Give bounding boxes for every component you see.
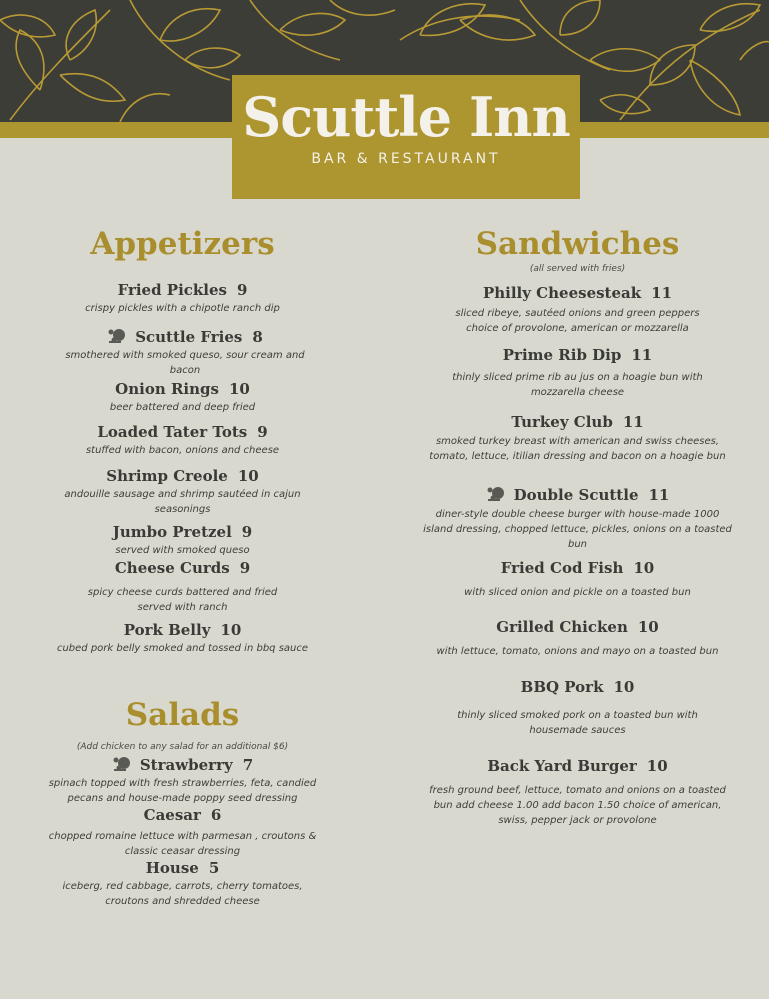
item-name: Fried Cod Fish bbox=[500, 559, 624, 577]
menu-item bbox=[450, 678, 705, 738]
sandwiches-note: (all served with fries) bbox=[529, 264, 626, 274]
menu-item bbox=[425, 413, 730, 464]
item-name: Onion Rings bbox=[115, 380, 219, 398]
item-description: with sliced onion and pickle on a toasted bun bbox=[464, 587, 691, 598]
item-description: chopped romaine lettuce with parmesan , croutons & classic ceasar dressing bbox=[48, 831, 317, 857]
menu-item bbox=[55, 327, 315, 378]
menu-item bbox=[40, 423, 325, 458]
item-price: 11 bbox=[631, 346, 653, 364]
item-description: smoked turkey breast with american and swiss cheeses, tomato, lettuce, itilian dressing and bacon on a hoagie bun bbox=[429, 436, 726, 462]
menu-item bbox=[45, 806, 320, 859]
menu-item bbox=[425, 618, 730, 659]
menu-item bbox=[40, 621, 325, 656]
item-price: 9 bbox=[257, 423, 268, 441]
menu-item bbox=[40, 523, 325, 558]
item-price: 5 bbox=[208, 859, 220, 877]
item-price: 8 bbox=[252, 328, 263, 346]
menu-item bbox=[420, 757, 735, 828]
item-name: Shrimp Creole bbox=[106, 467, 228, 485]
menu-item bbox=[440, 559, 715, 600]
item-price: 9 bbox=[239, 559, 251, 577]
item-price: 6 bbox=[210, 806, 222, 824]
item-description: thinly sliced smoked pork on a toasted bun with housemade sauces bbox=[457, 710, 698, 736]
item-name: Strawberry bbox=[139, 756, 233, 774]
menu-item bbox=[440, 284, 715, 336]
menu-item bbox=[45, 755, 320, 806]
item-name: Cheese Curds bbox=[114, 559, 230, 577]
item-description: sliced ribeye, sautéed onions and green peppers choice of provolone, american or mozzarella bbox=[455, 308, 700, 334]
hermit-crab-icon bbox=[112, 755, 132, 773]
item-description: stuffed with bacon, onions and cheese bbox=[85, 445, 280, 456]
menu-item bbox=[70, 559, 295, 615]
item-price: 9 bbox=[241, 523, 253, 541]
salads-heading: Salads bbox=[125, 697, 240, 733]
item-price: 10 bbox=[237, 467, 259, 485]
item-name: Caesar bbox=[143, 806, 201, 824]
item-price: 10 bbox=[220, 621, 242, 639]
restaurant-name: Scuttle Inn bbox=[242, 85, 570, 149]
item-description: spicy cheese curds battered and fried served with ranch bbox=[87, 587, 278, 613]
appetizers-heading: Appetizers bbox=[90, 226, 275, 262]
item-price: 9 bbox=[237, 281, 248, 299]
menu-item bbox=[60, 859, 305, 909]
item-name: Pork Belly bbox=[123, 621, 211, 639]
item-price: 11 bbox=[651, 284, 673, 302]
item-name: Grilled Chicken bbox=[496, 618, 628, 636]
restaurant-subtitle: BAR & RESTAURANT bbox=[311, 151, 501, 167]
item-price: 11 bbox=[622, 413, 644, 431]
item-price: 10 bbox=[228, 380, 250, 398]
item-name: Scuttle Fries bbox=[135, 328, 243, 346]
item-name: Jumbo Pretzel bbox=[112, 523, 232, 541]
item-name: Fried Pickles bbox=[117, 281, 227, 299]
sandwiches-heading: Sandwiches bbox=[475, 226, 680, 262]
item-name: Loaded Tater Tots bbox=[97, 423, 248, 441]
menu-item bbox=[40, 380, 325, 415]
item-price: 10 bbox=[613, 678, 635, 696]
item-description: diner-style double cheese burger with house-made 1000 island dressing, chopped lettuce, pickles, onions on a toasted bun bbox=[423, 509, 732, 550]
hermit-crab-icon bbox=[107, 327, 127, 345]
item-price: 7 bbox=[242, 756, 254, 774]
item-description: with lettuce, tomato, onions and mayo on a toasted bun bbox=[436, 646, 719, 657]
item-description: smothered with smoked queso, sour cream and bacon bbox=[65, 350, 305, 376]
item-description: thinly sliced prime rib au jus on a hoagie bun with mozzarella cheese bbox=[452, 372, 703, 398]
item-description: crispy pickles with a chipotle ranch dip bbox=[85, 303, 280, 314]
item-name: House bbox=[145, 859, 199, 877]
item-description: beer battered and deep fried bbox=[109, 402, 256, 413]
item-price: 10 bbox=[637, 618, 659, 636]
item-name: Turkey Club bbox=[511, 413, 613, 431]
menu-item bbox=[40, 281, 325, 316]
item-price: 10 bbox=[633, 559, 655, 577]
item-description: iceberg, red cabbage, carrots, cherry tomatoes, croutons and shredded cheese bbox=[62, 881, 303, 907]
menu-item bbox=[450, 346, 705, 400]
menu-item bbox=[60, 467, 305, 517]
item-price: 10 bbox=[646, 757, 668, 775]
item-description: andouille sausage and shrimp sautéed in cajun seasonings bbox=[64, 489, 301, 515]
salads-note: (Add chicken to any salad for an additional $6) bbox=[76, 742, 289, 752]
item-description: spinach topped with fresh strawberries, feta, candied pecans and house-made poppy seed dressing bbox=[48, 778, 317, 804]
item-description: served with smoked queso bbox=[115, 545, 250, 556]
item-description: fresh ground beef, lettuce, tomato and onions on a toasted bun add cheese 1.00 add bacon 1.50 choice of american, swiss, pepper jack or provolone bbox=[429, 785, 726, 826]
item-name: BBQ Pork bbox=[520, 678, 604, 696]
title-plaque bbox=[232, 75, 580, 199]
item-name: Back Yard Burger bbox=[487, 757, 637, 775]
item-name: Prime Rib Dip bbox=[502, 346, 622, 364]
item-description: cubed pork belly smoked and tossed in bbq sauce bbox=[56, 643, 309, 654]
item-name: Philly Cheesesteak bbox=[482, 284, 642, 302]
hermit-crab-icon bbox=[486, 485, 506, 503]
item-price: 11 bbox=[648, 486, 670, 504]
menu-item bbox=[420, 485, 735, 552]
item-name: Double Scuttle bbox=[513, 486, 639, 504]
